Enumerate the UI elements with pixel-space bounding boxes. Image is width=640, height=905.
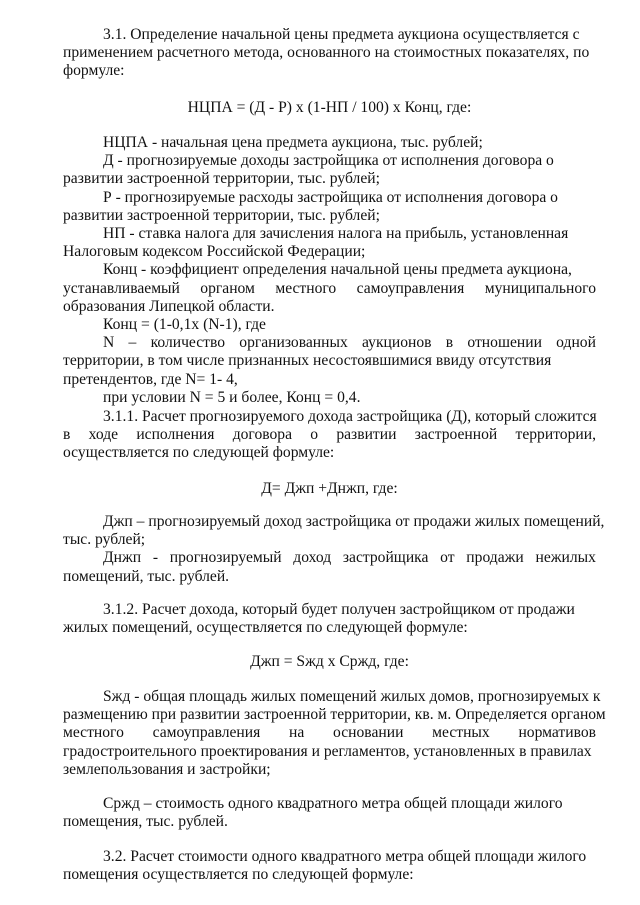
definition-np-line2: Налоговым кодексом Российской Федерации; (63, 243, 366, 261)
definitions-list (63, 134, 596, 407)
text-line: 3.1.1. Расчет прогнозируемого дохода застройщика (Д), который сложится (103, 408, 597, 425)
formula-d: Д= Джп +Днжп, где: (261, 480, 398, 497)
section-3-1-2-paragraph (63, 601, 596, 637)
definition-konc-line3: образования Липецкой области. (63, 297, 275, 315)
definitions-d (63, 513, 605, 586)
text-line: в ходе исполнения договора о развитии застроенной территории, (63, 426, 596, 444)
definition-konc-line1: Конц - коэффициент определения начальной цены предмета аукциона, (103, 261, 572, 279)
text-line: землепользования и застройки; (63, 760, 271, 778)
definition-n-line1: N – количество организованных аукционов в отношении одной (103, 334, 596, 352)
text-line: 3.1. Определение начальной цены предмета аукциона осуществляется с (103, 26, 580, 43)
text-line: осуществляется по следующей формуле: (63, 444, 335, 462)
text-line: 3.1.2. Расчет дохода, который будет получен застройщиком от продажи (103, 601, 575, 618)
text-line: градостроительного проектирования и регламентов, установленных в правилах (63, 742, 592, 760)
definition-dnjp-line2: помещений, тыс. рублей. (63, 567, 230, 585)
section-3-2-paragraph (63, 848, 596, 884)
text-line: Сржд – стоимость одного квадратного метра общей площади жилого (103, 795, 563, 812)
formula-main: НЦПА = (Д - Р) х (1-НП / 100) х Конц, где: (187, 99, 472, 116)
text-line: применением расчетного метода, основанного на стоимостных показателях, по (63, 44, 590, 62)
definition-n-line4: при условии N = 5 и более, Конц = 0,4. (103, 388, 361, 406)
definition-dnjp-line1: Днжп - прогнозируемый доход застройщика от продажи нежилых (103, 549, 596, 567)
text-line: помещения, тыс. рублей. (63, 813, 228, 831)
definition-ncpa: НЦПА - начальная цена предмета аукциона, тыс. рублей; (103, 134, 483, 151)
text-line: 3.2. Расчет стоимости одного квадратного метра общей площади жилого (103, 848, 587, 865)
text-line: размещению при развитии застроенной территории, кв. м. Определяется органом (63, 706, 606, 724)
definition-d-line1: Д - прогнозируемые доходы застройщика от исполнения договора о (103, 152, 554, 170)
formula-djp: Джп = Sжд х Сржд, где: (250, 653, 409, 670)
text-line: жилых помещений, осуществляется по следующей формуле: (63, 619, 468, 637)
definition-djp-line2: тыс. рублей; (63, 531, 146, 549)
definition-djp-line1: Джп – прогнозируемый доход застройщика от продажи жилых помещений, (103, 513, 605, 530)
definition-r-line2: развитии застроенной территории, тыс. рублей; (63, 206, 380, 224)
definition-srzd (63, 795, 596, 831)
definition-d-line2: развитии застроенной территории, тыс. рублей; (63, 170, 380, 188)
text-line: местного самоуправления на основании местных нормативов (63, 724, 596, 742)
definition-szd (63, 688, 606, 779)
section-3-1-1-paragraph (63, 408, 596, 463)
definition-r-line1: Р - прогнозируемые расходы застройщика от исполнения договора о (103, 188, 558, 206)
konc-formula: Конц = (1-0,1х (N-1), где (103, 316, 266, 334)
definition-n-line3: претендентов, где N= 1- 4, (63, 370, 238, 388)
text-line: формуле: (63, 62, 125, 80)
definition-konc-line2: устанавливаемый органом местного самоуправления муниципального (63, 279, 596, 297)
section-3-1-paragraph (63, 26, 596, 81)
definition-n-line2: территории, в том числе признанных несостоявшимися ввиду отсутствия (63, 352, 552, 370)
text-line: Sжд - общая площадь жилых помещений жилых домов, прогнозируемых к (103, 688, 601, 705)
text-line: помещения осуществляется по следующей формуле: (63, 866, 414, 884)
definition-np-line1: НП - ставка налога для зачисления налога на прибыль, установленная (103, 225, 569, 243)
